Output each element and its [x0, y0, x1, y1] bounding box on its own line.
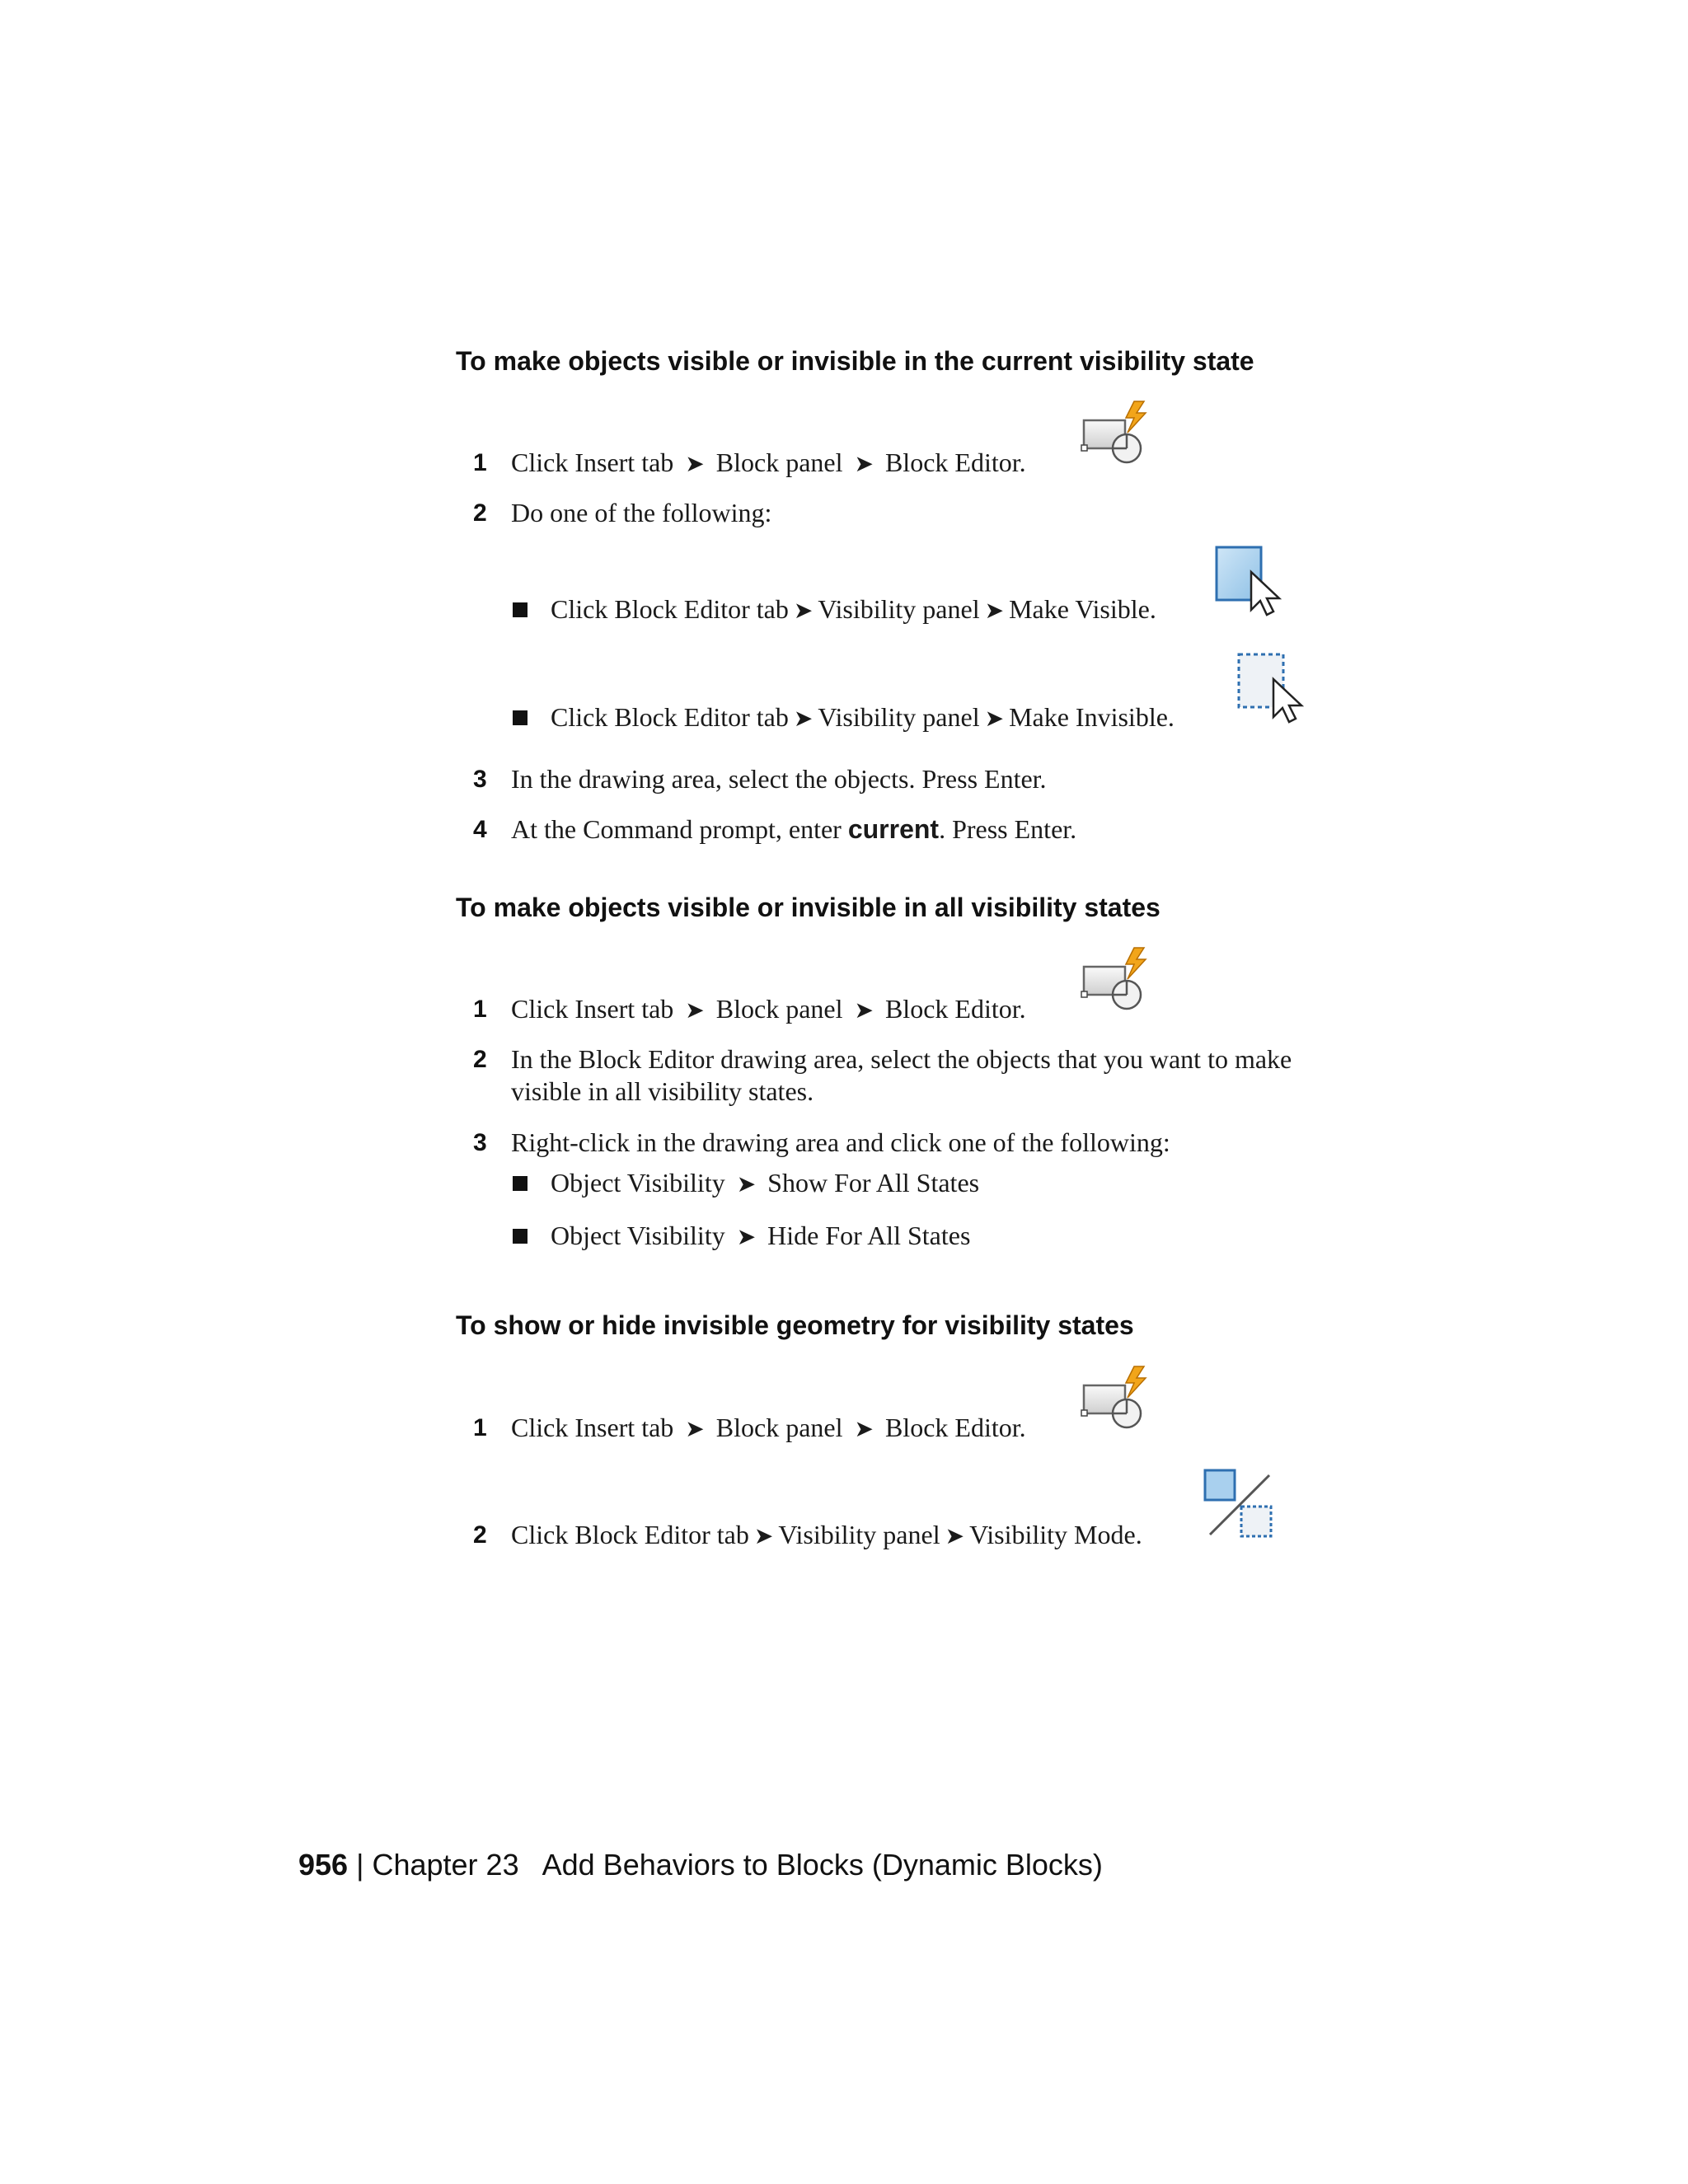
step-number: 3: [473, 766, 487, 793]
section-heading-show-hide: To show or hide invisible geometry for visibility states: [456, 1310, 1134, 1340]
section-heading-current-state: To make objects visible or invisible in the current visibility state: [456, 346, 1254, 376]
step-text: Click Insert tab ➤ Block panel ➤ Block Editor.: [511, 1413, 1026, 1442]
bullet-marker: [513, 1176, 528, 1191]
step-text: Right-click in the drawing area and click one of the following:: [511, 1127, 1170, 1157]
bullet-marker: [513, 602, 528, 617]
step-text: In the Block Editor drawing area, select the objects that you want to make: [511, 1044, 1292, 1074]
footer-separator: |: [356, 1848, 364, 1882]
make-visible-icon: [1212, 544, 1286, 618]
chapter-label: Chapter 23: [372, 1848, 519, 1882]
step-text: At the Command prompt, enter current. Press Enter.: [511, 814, 1077, 844]
step-text: Click Block Editor tab ➤ Visibility panel ➤ Visibility Mode.: [511, 1520, 1142, 1549]
step-number: 2: [473, 1521, 487, 1549]
step-text: Click Insert tab ➤ Block panel ➤ Block Editor.: [511, 994, 1026, 1024]
step-text: In the drawing area, select the objects. Press Enter.: [511, 764, 1047, 794]
section-heading-all-states: To make objects visible or invisible in all visibility states: [456, 893, 1160, 922]
bullet-marker: [513, 710, 528, 725]
step-number: 1: [473, 1414, 487, 1441]
bullet-text: Click Block Editor tab ➤ Visibility panel ➤ Make Visible.: [551, 594, 1156, 624]
step-text-continued: visible in all visibility states.: [511, 1076, 814, 1106]
page-number: 956: [298, 1848, 349, 1882]
chapter-title: Add Behaviors to Blocks (Dynamic Blocks): [542, 1848, 1103, 1882]
page-footer: [298, 1848, 1103, 1882]
block-editor-icon: [1080, 400, 1154, 470]
visibility-mode-icon: [1202, 1467, 1278, 1543]
make-invisible-icon: [1234, 651, 1308, 725]
command-keyword: current: [847, 814, 940, 844]
step-number: 1: [473, 996, 487, 1023]
step-number: 1: [473, 449, 487, 476]
step-number: 4: [473, 816, 487, 843]
step-text: Click Insert tab ➤ Block panel ➤ Block Editor.: [511, 448, 1026, 477]
step-number: 2: [473, 499, 487, 527]
step-text: Do one of the following:: [511, 498, 772, 527]
bullet-text: Object Visibility ➤ Hide For All States: [551, 1221, 971, 1250]
block-editor-icon: [1080, 1365, 1154, 1435]
block-editor-icon: [1080, 946, 1154, 1016]
bullet-text: Click Block Editor tab ➤ Visibility panel ➤ Make Invisible.: [551, 702, 1175, 732]
bullet-marker: [513, 1229, 528, 1244]
step-number: 2: [473, 1046, 487, 1073]
bullet-text: Object Visibility ➤ Show For All States: [551, 1168, 980, 1197]
step-number: 3: [473, 1129, 487, 1156]
